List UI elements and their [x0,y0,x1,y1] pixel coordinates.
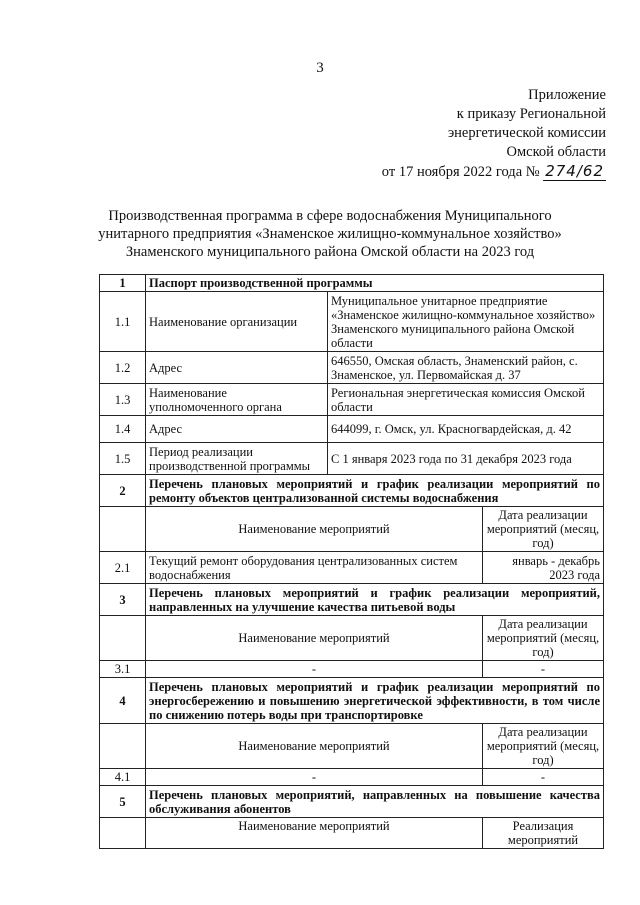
section-row-1 [100,275,604,292]
row-number: 1.5 [100,443,146,475]
row-number [100,507,146,552]
title-line-1: Производственная программа в сфере водоснабжения Муниципального [108,208,552,224]
table-row [100,292,604,352]
row-value: С 1 января 2023 года по 31 декабря 2023 года [328,443,604,475]
header-row [100,507,604,552]
row-number: 2.1 [100,552,146,584]
section-row-5 [100,786,604,818]
row-number [100,724,146,769]
section-number: 4 [100,678,146,724]
row-value: - [146,661,483,678]
row-number: 4.1 [100,769,146,786]
appendix-line-4: Омской области [506,144,606,160]
row-number [100,818,146,849]
row-number: 3.1 [100,661,146,678]
appendix-line-3: энергетической комиссии [447,125,606,141]
row-value: Муниципальное унитарное предприятие «Знаменское жилищно-коммунальное хозяйство» Знаменского муниципального района Омской области [328,292,604,352]
column-header-date: Реализация мероприятий [483,818,604,849]
section-number: 2 [100,475,146,507]
column-header-name: Наименование мероприятий [146,724,483,769]
order-date: от 17 ноября 2022 года № [381,164,540,180]
section-title: Перечень плановых мероприятий и график реализации мероприятий, направленных на улучшение качества питьевой воды [146,584,604,616]
section-title: Перечень плановых мероприятий и график реализации мероприятий по энергосбережению и повышению энергетической эффективности, в том числе по снижению потерь воды при транспортировке [146,678,604,724]
document-title [60,207,600,261]
row-label: Адрес [146,416,328,443]
appendix-line-1: Приложение [528,87,606,103]
order-number: 274/62 [545,162,604,180]
table-row [100,416,604,443]
column-header-name: Наименование мероприятий [146,818,483,849]
column-header-date: Дата реализации мероприятий (месяц, год) [483,507,604,552]
row-number: 1.3 [100,384,146,416]
section-title: Перечень плановых мероприятий, направленных на повышение качества обслуживания абонентов [146,786,604,818]
column-header-date: Дата реализации мероприятий (месяц, год) [483,616,604,661]
header-row [100,616,604,661]
row-value: Текущий ремонт оборудования централизованных систем водоснабжения [146,552,483,584]
appendix-block [382,86,606,182]
row-date: - [483,661,604,678]
row-value: 646550, Омская область, Знаменский район, с. Знаменское, ул. Первомайская д. 37 [328,352,604,384]
section-number: 1 [100,275,146,292]
row-value: - [146,769,483,786]
row-label: Адрес [146,352,328,384]
page-number: 3 [316,60,324,76]
column-header-date: Дата реализации мероприятий (месяц, год) [483,724,604,769]
row-number: 1.4 [100,416,146,443]
header-row [100,818,604,849]
program-table [99,274,604,849]
section-title: Перечень плановых мероприятий и график реализации мероприятий по ремонту объектов централизованной системы водоснабжения [146,475,604,507]
table-row [100,443,604,475]
table-row [100,384,604,416]
row-date: - [483,769,604,786]
row-number: 1.1 [100,292,146,352]
row-value: Региональная энергетическая комиссия Омской области [328,384,604,416]
table-row [100,552,604,584]
column-header-name: Наименование мероприятий [146,616,483,661]
section-number: 5 [100,786,146,818]
table-row [100,661,604,678]
row-label: Наименование уполномоченного органа [146,384,328,416]
row-label: Период реализации производственной программы [146,443,328,475]
title-line-2: унитарного предприятия «Знаменское жилищно-коммунальное хозяйство» [98,226,562,242]
table-row [100,769,604,786]
header-row [100,724,604,769]
section-row-4 [100,678,604,724]
row-label: Наименование организации [146,292,328,352]
title-line-3: Знаменского муниципального района Омской области на 2023 год [125,244,535,260]
row-number [100,616,146,661]
section-title: Паспорт производственной программы [146,275,604,292]
section-row-3 [100,584,604,616]
column-header-name: Наименование мероприятий [146,507,483,552]
table-row [100,352,604,384]
order-date-line [382,162,606,182]
row-number: 1.2 [100,352,146,384]
appendix-line-2: к приказу Региональной [456,106,606,122]
section-number: 3 [100,584,146,616]
row-value: 644099, г. Омск, ул. Красногвардейская, д. 42 [328,416,604,443]
row-date: январь - декабрь 2023 года [483,552,604,584]
section-row-2 [100,475,604,507]
